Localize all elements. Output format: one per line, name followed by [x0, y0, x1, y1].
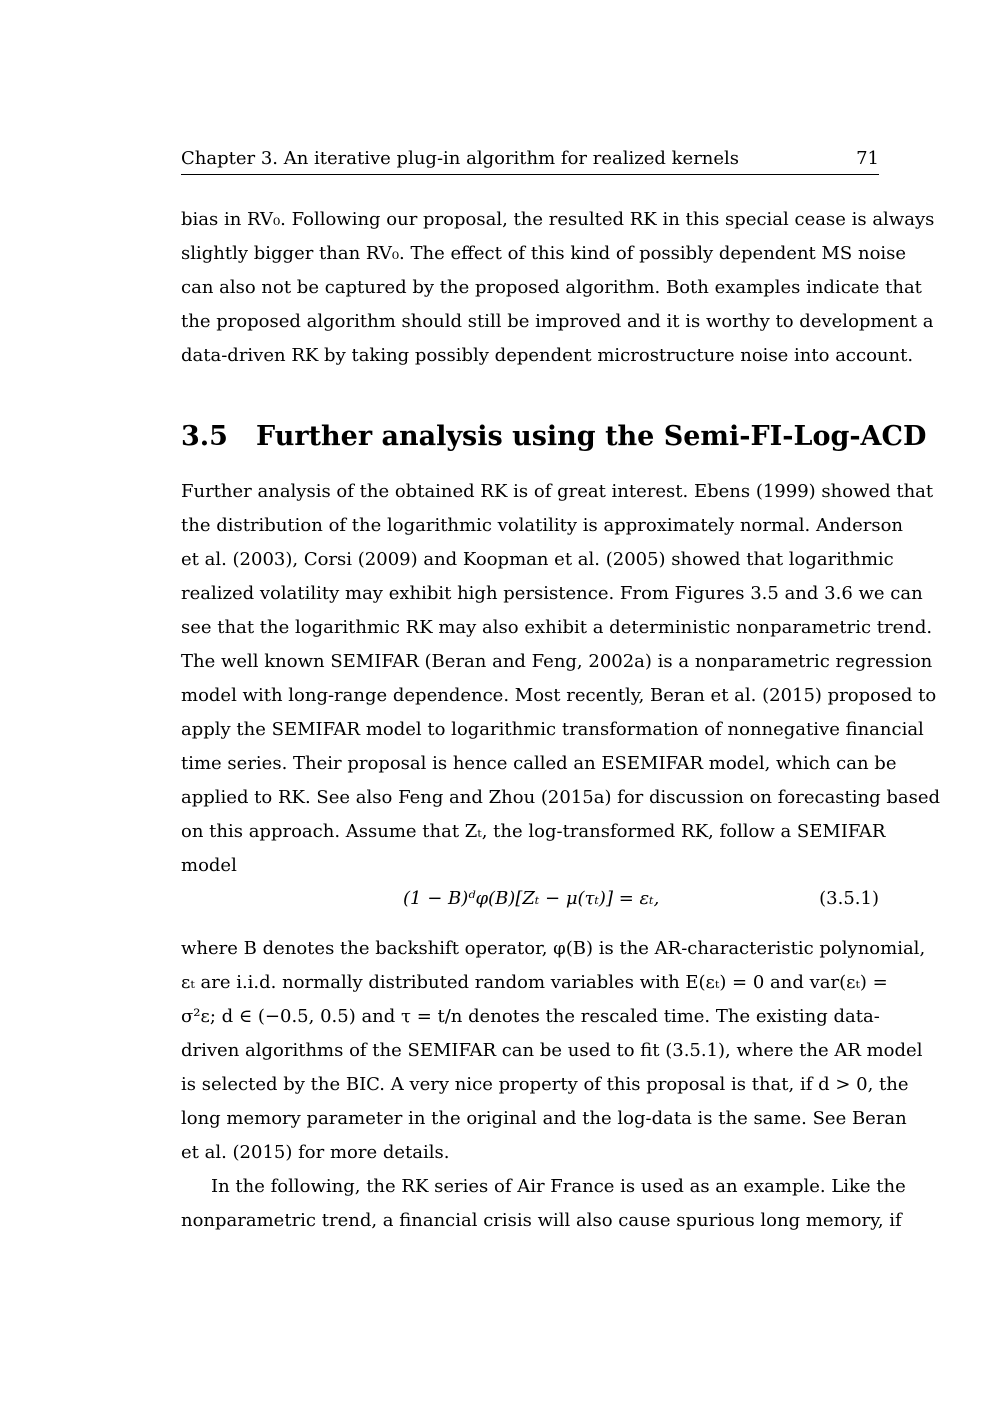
equation-number: (3.5.1)	[819, 888, 879, 909]
text-line: σ²ε; d ∈ (−0.5, 0.5) and τ = t/n denotes the rescaled time. The existing data-	[181, 1006, 880, 1027]
section-number: 3.5	[181, 421, 228, 452]
text-line: εₜ are i.i.d. normally distributed random variables with E(εₜ) = 0 and var(εₜ) =	[181, 972, 888, 993]
text-line: time series. Their proposal is hence called an ESEMIFAR model, which can be	[181, 753, 897, 774]
text-line: et al. (2015) for more details.	[181, 1142, 450, 1163]
text-line: Further analysis of the obtained RK is of great interest. Ebens (1999) showed that	[181, 481, 934, 502]
text-line: the distribution of the logarithmic volatility is approximately normal. Anderson	[181, 515, 904, 536]
text-line: nonparametric trend, a financial crisis will also cause spurious long memory, if	[181, 1210, 902, 1231]
text-line: the proposed algorithm should still be improved and it is worthy to development a	[181, 311, 934, 332]
text-line: et al. (2003), Corsi (2009) and Koopman et al. (2005) showed that logarithmic	[181, 549, 894, 570]
page-number: 71	[856, 148, 879, 169]
text-line: can also not be captured by the proposed algorithm. Both examples indicate that	[181, 277, 922, 298]
paragraph-1	[181, 475, 941, 883]
section-title: Further analysis using the Semi-FI-Log-ACD	[256, 421, 927, 452]
text-line: on this approach. Assume that Zₜ, the log-transformed RK, follow a SEMIFAR	[181, 821, 886, 842]
paragraph-3	[181, 1170, 906, 1238]
running-header	[181, 146, 879, 175]
text-line: driven algorithms of the SEMIFAR can be used to fit (3.5.1), where the AR model	[181, 1040, 923, 1061]
text-line: model with long-range dependence. Most recently, Beran et al. (2015) proposed to	[181, 685, 937, 706]
text-line: In the following, the RK series of Air France is used as an example. Like the	[211, 1176, 906, 1197]
text-line: data-driven RK by taking possibly dependent microstructure noise into account.	[181, 345, 914, 366]
text-line: where B denotes the backshift operator, φ(B) is the AR-characteristic polynomial,	[181, 938, 926, 959]
text-line: apply the SEMIFAR model to logarithmic transformation of nonnegative financial	[181, 719, 924, 740]
section-heading	[181, 415, 927, 459]
chapter-title: Chapter 3. An iterative plug-in algorithm for realized kernels	[181, 148, 740, 169]
text-line: is selected by the BIC. A very nice property of this proposal is that, if d > 0, the	[181, 1074, 909, 1095]
text-line: The well known SEMIFAR (Beran and Feng, 2002a) is a nonparametric regression	[181, 651, 933, 672]
text-line: see that the logarithmic RK may also exhibit a deterministic nonparametric trend.	[181, 617, 933, 638]
equation-body: (1 − B)ᵈφ(B)[Zₜ − μ(τₜ)] = εₜ,	[403, 888, 660, 909]
equation-3-5-1	[181, 882, 879, 916]
intro-paragraph	[181, 203, 935, 373]
text-line: bias in RV₀. Following our proposal, the resulted RK in this special cease is always	[181, 209, 935, 230]
text-line: slightly bigger than RV₀. The effect of this kind of possibly dependent MS noise	[181, 243, 907, 264]
text-line: long memory parameter in the original and the log-data is the same. See Beran	[181, 1108, 907, 1129]
paragraph-2	[181, 932, 926, 1170]
text-line: realized volatility may exhibit high persistence. From Figures 3.5 and 3.6 we can	[181, 583, 923, 604]
text-line: model	[181, 855, 237, 876]
text-line: applied to RK. See also Feng and Zhou (2015a) for discussion on forecasting based	[181, 787, 941, 808]
